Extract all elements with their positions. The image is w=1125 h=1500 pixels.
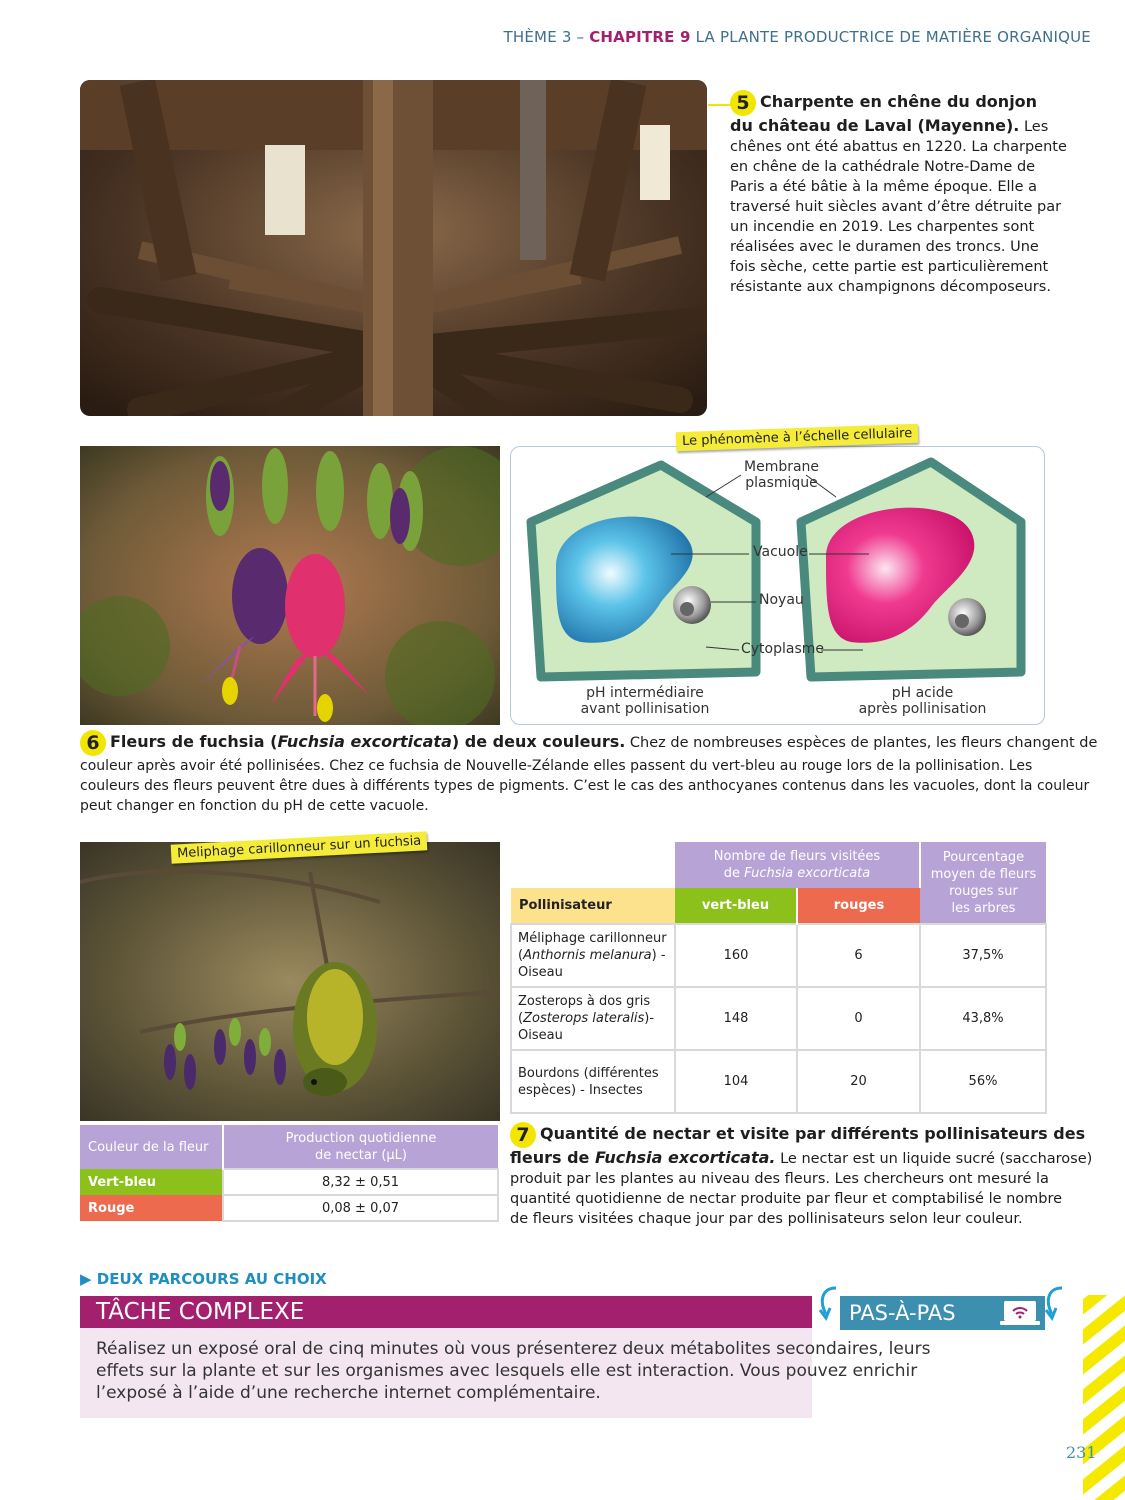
- visit-group-header-2: de: [723, 866, 745, 881]
- col-pollinator: Pollinisateur: [511, 888, 675, 924]
- header-theme: THÈME 3 –: [503, 28, 590, 46]
- pollinator-name-1: Bourdons (différentes: [518, 1065, 659, 1081]
- doc5-line: traversé huit siècles avant d’être détruite par: [730, 199, 1062, 215]
- doc6-title-a: Fleurs de fuchsia (: [110, 732, 278, 751]
- pct-value: 56%: [920, 1050, 1046, 1113]
- red-count: 20: [797, 1050, 920, 1113]
- label-vacuole: Vacuole: [753, 544, 808, 560]
- page-header: [504, 28, 1091, 46]
- label-membrane: [744, 459, 819, 491]
- page-number: 231: [1066, 1443, 1097, 1462]
- pct-value: 43,8%: [920, 987, 1046, 1050]
- label-cytoplasme: Cytoplasme: [741, 641, 825, 657]
- pollinator-latin: Anthornis melanura: [523, 948, 652, 963]
- pollinator-name-3: espèces) - Insectes: [518, 1082, 643, 1098]
- doc7-title-italic: Fuchsia excorticata.: [594, 1148, 776, 1167]
- nectar-header-color: Couleur de la fleur: [80, 1125, 223, 1169]
- table-row: [511, 987, 1046, 1050]
- pollinator-name: Méliphage carillonneur (Anthornis melanura) - Oiseau: [511, 924, 675, 987]
- doc5-line: un incendie en 2019. Les charpentes sont: [730, 219, 1035, 235]
- laptop-wifi-icon: [998, 1299, 1042, 1327]
- empty-cell: [511, 842, 675, 888]
- play-icon: ▶: [80, 1270, 92, 1288]
- doc7-title-2a: fleurs de: [510, 1148, 595, 1167]
- green-count: 160: [675, 924, 797, 987]
- pct-header-1: Pourcentage: [942, 849, 1025, 865]
- tache-complexe-body: [80, 1328, 931, 1418]
- nectar-color-green: Vert-bleu: [80, 1169, 223, 1195]
- red-count: 0: [797, 987, 920, 1050]
- doc6-line: couleur après avoir été pollinisées. Chez ce fuchsia de Nouvelle-Zélande elles passent du vert-bleu au rouge lors de la pollinisation. Les: [80, 758, 1033, 774]
- green-count: 148: [675, 987, 797, 1050]
- doc5-line: résistante aux champignons décomposeurs.: [730, 279, 1051, 295]
- parcours-heading: [80, 1270, 327, 1288]
- header-chapter: CHAPITRE 9: [589, 28, 691, 46]
- ph-left-2: avant pollinisation: [580, 701, 710, 717]
- table-row: [511, 924, 1046, 987]
- decorative-stripes: [1083, 1295, 1125, 1500]
- col-green: vert-bleu: [675, 888, 797, 924]
- doc5-line: chênes ont été abattus en 1220. La charpente: [730, 139, 1067, 155]
- doc7-line: de fleurs visitées chaque jour par des pollinisateurs selon leur couleur.: [510, 1211, 1023, 1227]
- doc5-title-1: Charpente en chêne du donjon: [760, 92, 1038, 111]
- table-row: [80, 1195, 498, 1221]
- timber-frame-photo: [80, 80, 707, 416]
- pollinator-name-2: )-: [644, 1011, 655, 1026]
- doc7-text-first: Le nectar est un liquide sucré (saccharose): [775, 1151, 1093, 1167]
- nectar-color-red: Rouge: [80, 1195, 223, 1221]
- pollinator-name-3: Oiseau: [518, 965, 563, 980]
- pct-header-2: moyen de fleurs: [930, 866, 1037, 882]
- tache-line: effets sur la plante et sur les organismes avec lesquels elle est interaction. Vous pouvez enrichir: [96, 1361, 918, 1381]
- visit-group-header-1: Nombre de fleurs visitées: [713, 849, 881, 864]
- header-title: LA PLANTE PRODUCTRICE DE MATIÈRE ORGANIQUE: [690, 28, 1091, 46]
- doc7-title-1: Quantité de nectar et visite par différents pollinisateurs des: [540, 1124, 1086, 1143]
- doc7-line: quantité quotidienne de nectar produite par fleur et comptabilisé le nombre: [510, 1191, 1063, 1207]
- cellular-tag: Le phénomène à l’échelle cellulaire: [676, 424, 919, 451]
- doc6-line: Chez de nombreuses espèces de plantes, les fleurs changent de: [625, 735, 1098, 751]
- doc5-line: en chêne de la cathédrale Notre-Dame de: [730, 159, 1036, 175]
- doc5-line: réalisées avec le duramen des troncs. Une: [730, 239, 1039, 255]
- doc6-number: 6: [80, 730, 106, 756]
- visit-pct-header: [920, 842, 1046, 924]
- pollinator-name-1: Zosterops à dos gris: [518, 994, 651, 1009]
- label-noyau: Noyau: [759, 592, 804, 608]
- bird-photo: [80, 842, 500, 1121]
- pct-value: 37,5%: [920, 924, 1046, 987]
- red-count: 6: [797, 924, 920, 987]
- tache-line: Réalisez un exposé oral de cinq minutes où vous présenterez deux métabolites secondaires, leurs: [96, 1339, 931, 1359]
- tache-line: l’exposé à l’aide d’une recherche internet complémentaire.: [96, 1383, 601, 1403]
- col-red: rouges: [797, 888, 920, 924]
- doc5-line: fois sèche, cette partie est particulièrement: [730, 259, 1049, 275]
- label-ph-acid: [840, 685, 1005, 717]
- visit-group-header-italic: Fuchsia excorticata: [744, 866, 871, 881]
- fuchsia-flowers-photo: [80, 446, 500, 725]
- pollinator-name-3: Oiseau: [518, 1028, 563, 1043]
- doc5-title-2: du château de Laval (Mayenne).: [730, 116, 1020, 135]
- pollinator-latin: Zosterops lateralis: [523, 1011, 645, 1026]
- visit-group-header: [675, 842, 920, 888]
- pollinator-name-1: Méliphage carillonneur: [518, 931, 667, 946]
- doc6-line: peut changer en fonction du pH de cette vacuole.: [80, 798, 429, 814]
- nectar-value-green: 8,32 ± 0,51: [223, 1169, 498, 1195]
- nectar-header-line-2: de nectar (µL): [315, 1147, 407, 1163]
- doc6-title-italic: Fuchsia excorticata: [277, 732, 452, 751]
- table-row: [80, 1169, 498, 1195]
- green-count: 104: [675, 1050, 797, 1113]
- pct-header-3: rouges sur: [949, 883, 1018, 899]
- doc5-number: 5: [730, 90, 756, 116]
- pollinator-name: Zosterops à dos gris (Zosterops lateralis)- Oiseau: [511, 987, 675, 1050]
- doc5-line: Paris a été bâtie à la même époque. Elle a: [730, 179, 1037, 195]
- arrow-icon: [810, 1284, 840, 1324]
- ph-right-2: après pollinisation: [858, 701, 987, 717]
- label-ph-intermediate: [560, 685, 730, 717]
- doc6-title-b: ) de deux couleurs.: [451, 732, 626, 751]
- nectar-table: [80, 1125, 499, 1222]
- doc7-line: produit par les plantes au niveau des fleurs. Les chercheurs ont mesuré la: [510, 1171, 1049, 1187]
- parcours-label: DEUX PARCOURS AU CHOIX: [96, 1270, 327, 1288]
- visit-table: [510, 842, 1045, 1114]
- membrane-label-2: plasmique: [745, 475, 818, 491]
- membrane-label-1: Membrane: [744, 459, 820, 475]
- doc6-line: couleurs des fleurs peuvent être dues à différents types de pigments. C’est le cas des anthocyanes contenus dans les vacuoles, dont la couleur: [80, 778, 1090, 794]
- pas-a-pas-label: PAS-À-PAS: [849, 1301, 956, 1325]
- pollinator-name-2: ) -: [651, 948, 666, 963]
- doc6-caption: [80, 730, 1098, 816]
- doc5-caption: [730, 90, 1067, 297]
- bird-tag: Meliphage carillonneur sur un fuchsia: [171, 831, 428, 863]
- table-row: [511, 1050, 1046, 1113]
- doc7-caption: [510, 1122, 1093, 1229]
- pollinator-name: [511, 1050, 675, 1113]
- pct-header-4: les arbres: [951, 900, 1016, 916]
- nectar-value-red: 0,08 ± 0,07: [223, 1195, 498, 1221]
- doc5-text-first: Les: [1023, 119, 1049, 135]
- tache-complexe-title: TÂCHE COMPLEXE: [80, 1296, 812, 1328]
- nectar-header-line-1: Production quotidienne: [285, 1130, 437, 1146]
- nectar-header-production: [223, 1125, 498, 1169]
- ph-left-1: pH intermédiaire: [586, 685, 704, 701]
- ph-right-1: pH acide: [891, 685, 954, 701]
- doc7-number: 7: [510, 1122, 536, 1148]
